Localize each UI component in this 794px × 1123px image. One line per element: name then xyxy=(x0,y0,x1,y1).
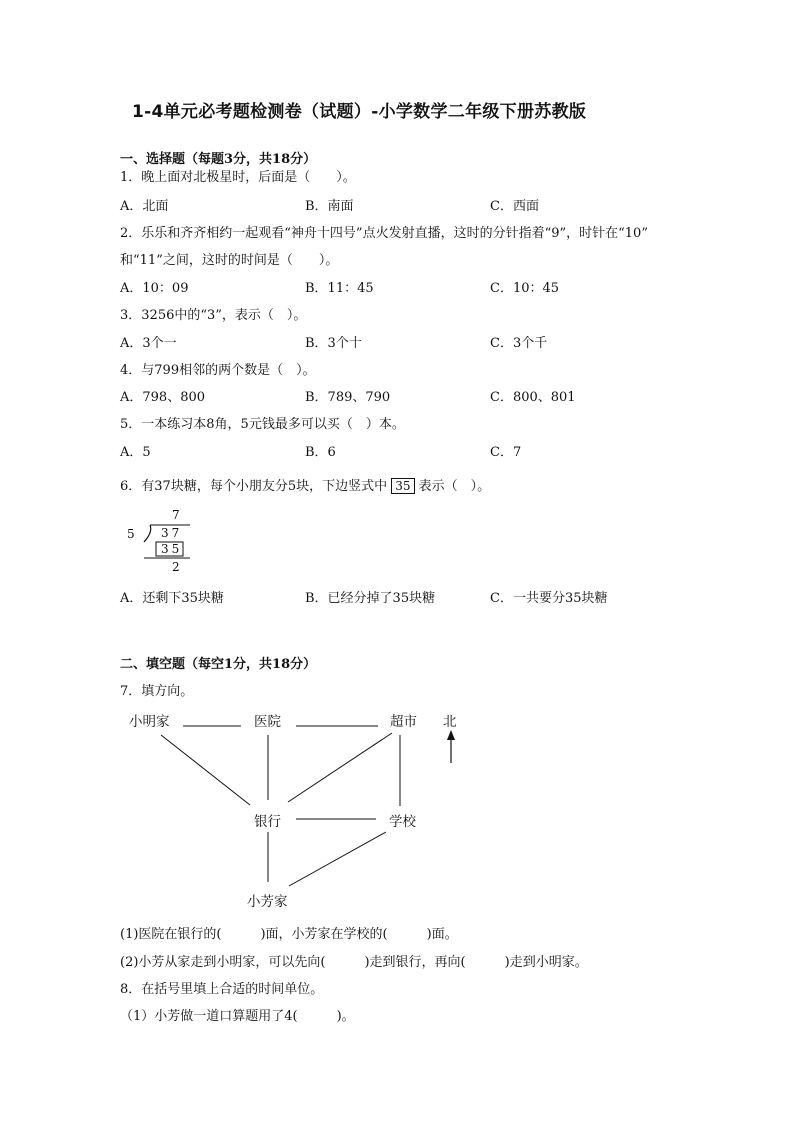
question-1: 1．晚上面对北极星时，后面是（ ）。 xyxy=(120,170,356,185)
q6-option-b[interactable]: B．已经分掉了35块糖 xyxy=(305,591,436,606)
q5-option-c[interactable]: C．7 xyxy=(490,445,522,460)
map-label-north: 北 xyxy=(443,714,457,730)
question-3: 3．3256中的“3”，表示（ ）。 xyxy=(120,308,307,323)
question-4: 4．与799相邻的两个数是（ ）。 xyxy=(120,363,316,378)
q2-option-b[interactable]: B．11：45 xyxy=(305,281,374,296)
division-quotient: 7 xyxy=(172,508,180,522)
north-arrow-icon xyxy=(447,730,455,740)
map-label-supermarket: 超市 xyxy=(390,714,417,730)
question-7-part-1: (1)医院在银行的( )面，小芳家在学校的( )面。 xyxy=(120,927,458,942)
q6-option-a[interactable]: A．还剩下35块糖 xyxy=(120,591,224,606)
q5-option-a[interactable]: A．5 xyxy=(120,445,151,460)
map-label-xiaoming-home: 小明家 xyxy=(129,714,170,730)
map-label-bank: 银行 xyxy=(254,814,281,830)
question-2-line2: 和“11”之间，这时的时间是（ ）。 xyxy=(120,253,339,268)
division-divisor: 5 xyxy=(127,527,135,541)
page-title: 1-4单元必考题检测卷（试题）-小学数学二年级下册苏教版 xyxy=(132,102,587,122)
section-heading-choice: 一、选择题（每题3分，共18分） xyxy=(120,152,317,167)
map-label-xiaofang-home: 小芳家 xyxy=(247,894,288,910)
map-label-hospital: 医院 xyxy=(254,714,281,730)
q3-option-b[interactable]: B．3个十 xyxy=(305,336,362,351)
division-dividend: 37 xyxy=(161,526,183,540)
question-5: 5．一本练习本8角，5元钱最多可以买（ ）本。 xyxy=(120,417,405,432)
q2-option-c[interactable]: C．10：45 xyxy=(490,281,560,296)
q1-option-c[interactable]: C．西面 xyxy=(490,199,539,214)
q4-option-a[interactable]: A．798、800 xyxy=(120,390,206,405)
question-7-part-2: (2)小芳从家走到小明家，可以先向( )走到银行，再向( )走到小明家。 xyxy=(120,955,588,970)
q1-option-b[interactable]: B．南面 xyxy=(305,199,354,214)
q6-stem-before: 6．有37块糖，每个小朋友分5块，下边竖式中 xyxy=(120,479,388,494)
q3-option-a[interactable]: A．3个一 xyxy=(120,336,177,351)
q1-option-a[interactable]: A．北面 xyxy=(120,199,169,214)
q4-option-c[interactable]: C．800、801 xyxy=(490,390,576,405)
q6-option-c[interactable]: C．一共要分35块糖 xyxy=(490,591,608,606)
section-heading-fill: 二、填空题（每空1分，共18分） xyxy=(120,657,317,672)
division-remainder: 2 xyxy=(172,560,180,574)
q5-option-b[interactable]: B．6 xyxy=(305,445,336,460)
question-8: 8．在括号里填上合适的时间单位。 xyxy=(120,982,324,997)
question-2-line1: 2．乐乐和齐齐相约一起观看“神舟十四号”点火发射直播，这时的分针指着“9”，时针在“10” xyxy=(120,226,648,241)
q6-boxed-number: 35 xyxy=(391,478,414,494)
question-7: 7．填方向。 xyxy=(120,684,194,699)
division-product: 35 xyxy=(161,542,183,556)
q6-stem-after: 表示（ ）。 xyxy=(418,479,491,494)
q4-option-b[interactable]: B．789、790 xyxy=(305,390,391,405)
q3-option-c[interactable]: C．3个千 xyxy=(490,336,548,351)
question-8-part-1: （1）小芳做一道口算题用了4( )。 xyxy=(120,1009,355,1024)
q2-option-a[interactable]: A．10：09 xyxy=(120,281,189,296)
map-label-school: 学校 xyxy=(389,814,416,830)
